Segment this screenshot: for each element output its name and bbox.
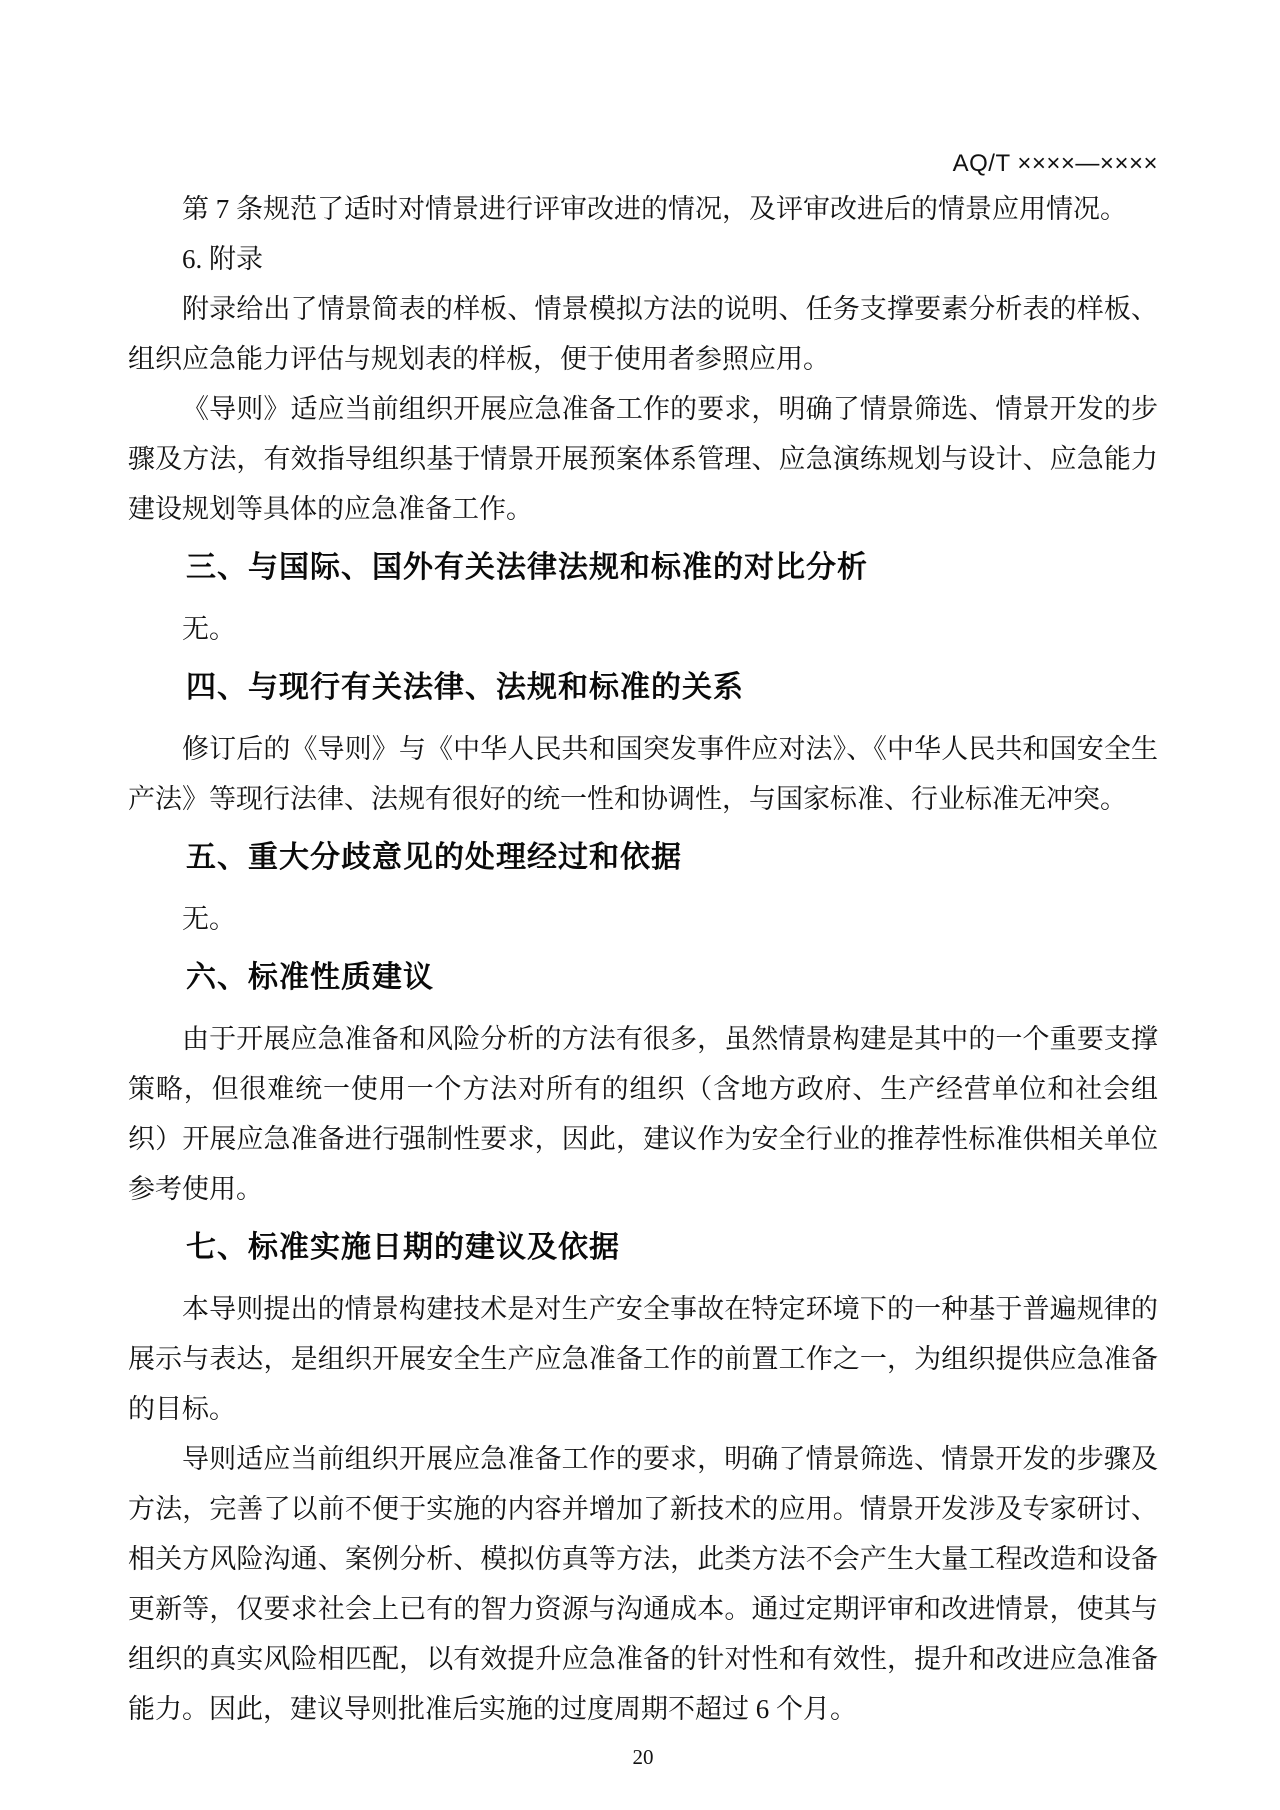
para-none-1: 无。: [182, 614, 236, 644]
para-relation-to-laws: 修订后的《导则》与《中华人民共和国突发事件应对法》、《中华人民共和国安全生产法》等现行法律、法规有很好的统一性和协调性，与国家标准、行业标准无冲突。: [128, 734, 1158, 814]
para-guideline-adaptation: 《导则》适应当前组织开展应急准备工作的要求，明确了情景筛选、情景开发的步骤及方法，有效指导组织基于情景开展预案体系管理、应急演练规划与设计、应急能力建设规划等具体的应急准备工作。: [128, 394, 1158, 524]
document-body: [128, 184, 1158, 1734]
standard-number-header: AQ/T ××××—××××: [952, 150, 1158, 177]
page-number: 20: [632, 1745, 654, 1769]
para-none-2: 无。: [182, 904, 236, 934]
heading-section-6-standard-nature: 六、标准性质建议: [186, 961, 434, 994]
heading-section-3-comparison: 三、与国际、国外有关法律法规和标准的对比分析: [186, 551, 868, 584]
heading-section-7-implementation-date: 七、标准实施日期的建议及依据: [186, 1231, 620, 1264]
para-appendix-templates: 附录给出了情景简表的样板、情景模拟方法的说明、任务支撑要素分析表的样板、组织应急能力评估与规划表的样板，便于使用者参照应用。: [128, 294, 1158, 374]
para-standard-nature-suggestion: 由于开展应急准备和风险分析的方法有很多，虽然情景构建是其中的一个重要支撑策略，但很难统一使用一个方法对所有的组织（含地方政府、生产经营单位和社会组织）开展应急准备进行强制性要求，因此，建议作为安全行业的推荐性标准供相关单位参考使用。: [128, 1024, 1158, 1204]
heading-section-5-disputes: 五、重大分歧意见的处理经过和依据: [186, 841, 682, 874]
para-implementation-basis-2: 导则适应当前组织开展应急准备工作的要求，明确了情景筛选、情景开发的步骤及方法，完善了以前不便于实施的内容并增加了新技术的应用。情景开发涉及专家研讨、相关方风险沟通、案例分析、模拟仿真等方法，此类方法不会产生大量工程改造和设备更新等，仅要求社会上已有的智力资源与沟通成本。通过定期评审和改进情景，使其与组织的真实风险相匹配，以有效提升应急准备的针对性和有效性，提升和改进应急准备能力。因此，建议导则批准后实施的过度周期不超过 6 个月。: [128, 1444, 1158, 1724]
heading-section-4-relation-laws: 四、与现行有关法律、法规和标准的关系: [186, 671, 744, 704]
para-article7-review: 第 7 条规范了适时对情景进行评审改进的情况，及评审改进后的情景应用情况。: [182, 194, 1127, 224]
list-item-6-appendix: 6. 附录: [182, 244, 263, 274]
para-implementation-basis-1: 本导则提出的情景构建技术是对生产安全事故在特定环境下的一种基于普遍规律的展示与表达，是组织开展安全生产应急准备工作的前置工作之一，为组织提供应急准备的目标。: [128, 1294, 1158, 1424]
